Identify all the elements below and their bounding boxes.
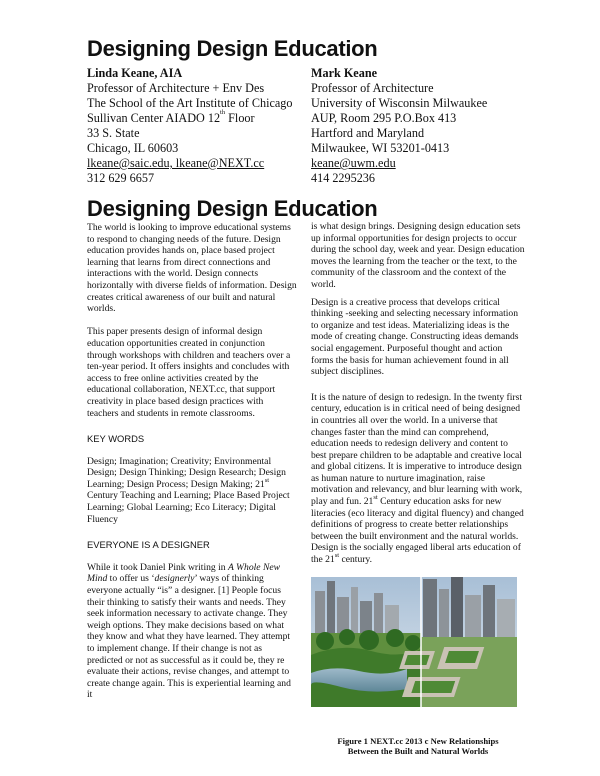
- author-affiliation: Professor of Architecture + Env Des: [87, 81, 265, 95]
- body-paragraph: While it took Daniel Pink writing in A Whole New Mind to offer us ‘designerly’ ways of thinking everyone actually “is” a designer. [1] People focus their thinking to satisfy their wants and needs. They seek information necessary to activate change. They weigh options. They make decisions based on what they know and what they have learned. They attempt to implement change. If their change is not as predicted or not as successful as it could be, they re evaluate their actions, revise changes, and attempt to create change again. This is experiential learning and it: [87, 561, 291, 701]
- figure-caption: [311, 736, 525, 757]
- author-email-link[interactable]: lkeane@saic.edu, lkeane@NEXT.cc: [87, 156, 265, 170]
- author-institution: The School of the Art Institute of Chicago: [87, 96, 293, 110]
- paper-title: Designing Design Education: [87, 36, 378, 61]
- author-institution: University of Wisconsin Milwaukee: [311, 96, 488, 110]
- author-street: Hartford and Maryland: [311, 126, 425, 140]
- left-column: [87, 222, 297, 713]
- author-street: 33 S. State: [87, 126, 140, 140]
- author-block-right: [311, 66, 487, 186]
- author-affiliation: Professor of Architecture: [311, 81, 434, 95]
- author-email-link[interactable]: keane@uwm.edu: [311, 156, 396, 170]
- section-title: Designing Design Education: [87, 196, 378, 221]
- keywords-heading: KEY WORDS: [87, 433, 145, 445]
- author-name: Mark Keane: [311, 66, 378, 80]
- abstract-paragraph: This paper presents design of informal design education opportunities created in conjunction through workshops with children and teachers over a ten-year period. It offers insights and concludes with access to free online activities created by the educational collaboration, NEXT.cc, that support creativity in place based design practices with teachers and students in remote classrooms.: [87, 326, 291, 419]
- author-city: Milwaukee, WI 53201-0413: [311, 141, 450, 155]
- body-paragraph: is what design brings. Designing design education sets up informal opportunities for design projects to occur during the school day, week and year. Design education moves the learning from the teacher or the text, to the community of the classroom and the context of the world.: [311, 221, 525, 290]
- body-paragraph: It is the nature of design to redesign. In the twenty first century, education is in critical need of being designed in countries all over the world. In a universe that changes faster than the mind can comprehend, education needs to redesign delivery and content to best prepare children to be adaptable and creative local and global citizens. It is imperative to introduce design as human nature to nurture imagination, raise motivation and relevancy, and blur learning with work, play and fun. 21st Century education asks for new literacies (eco literacy and digital fluency) and changed definitions of progress to create better relationships between the built environment and the natural worlds. Design is the socially engaged liberal arts education of the 21st century.: [311, 391, 524, 566]
- author-address: Sullivan Center AIADO 12th Floor: [87, 109, 255, 125]
- author-phone: 312 629 6657: [87, 171, 155, 185]
- author-city: Chicago, IL 60603: [87, 141, 179, 155]
- author-phone: 414 2295236: [311, 171, 375, 185]
- section-heading: EVERYONE IS A DESIGNER: [87, 539, 210, 551]
- caption-line: Between the Built and Natural Worlds: [347, 746, 489, 757]
- caption-line: Figure 1 NEXT.cc 2013 c New Relationships: [337, 736, 499, 746]
- figure-collage: [311, 577, 517, 707]
- author-name: Linda Keane, AIA: [87, 66, 183, 80]
- figure-image: [311, 577, 517, 707]
- right-column: [311, 221, 525, 577]
- keywords-list: Design; Imagination; Creativity; Environmental Design; Design Thinking; Design Research; Design Learning; Design Process; Design Making; 21st Century Teaching and Learning; Place Based Project Learning; Global Learning; Eco Literacy; Digital Fluency: [87, 455, 290, 525]
- author-address: AUP, Room 295 P.O.Box 413: [311, 111, 457, 125]
- abstract-paragraph: The world is looking to improve educational systems to respond to changing needs of the future. Design education provides hands on, place based project learning that learns from direct connections and interactions with the world. Design connects horizontally with diverse fields of information. Design creates critical awareness of our built and natural worlds.: [87, 222, 297, 315]
- author-block-left: [87, 66, 292, 186]
- body-paragraph: Design is a creative process that develops critical thinking -seeking and selecting necessary information to organize and test ideas. Materializing ideas is the mode of creating change. Constructing ideas demands social engagement. Purposeful thought and action forms the basis for human achievement found in all subject disciplines.: [311, 296, 519, 378]
